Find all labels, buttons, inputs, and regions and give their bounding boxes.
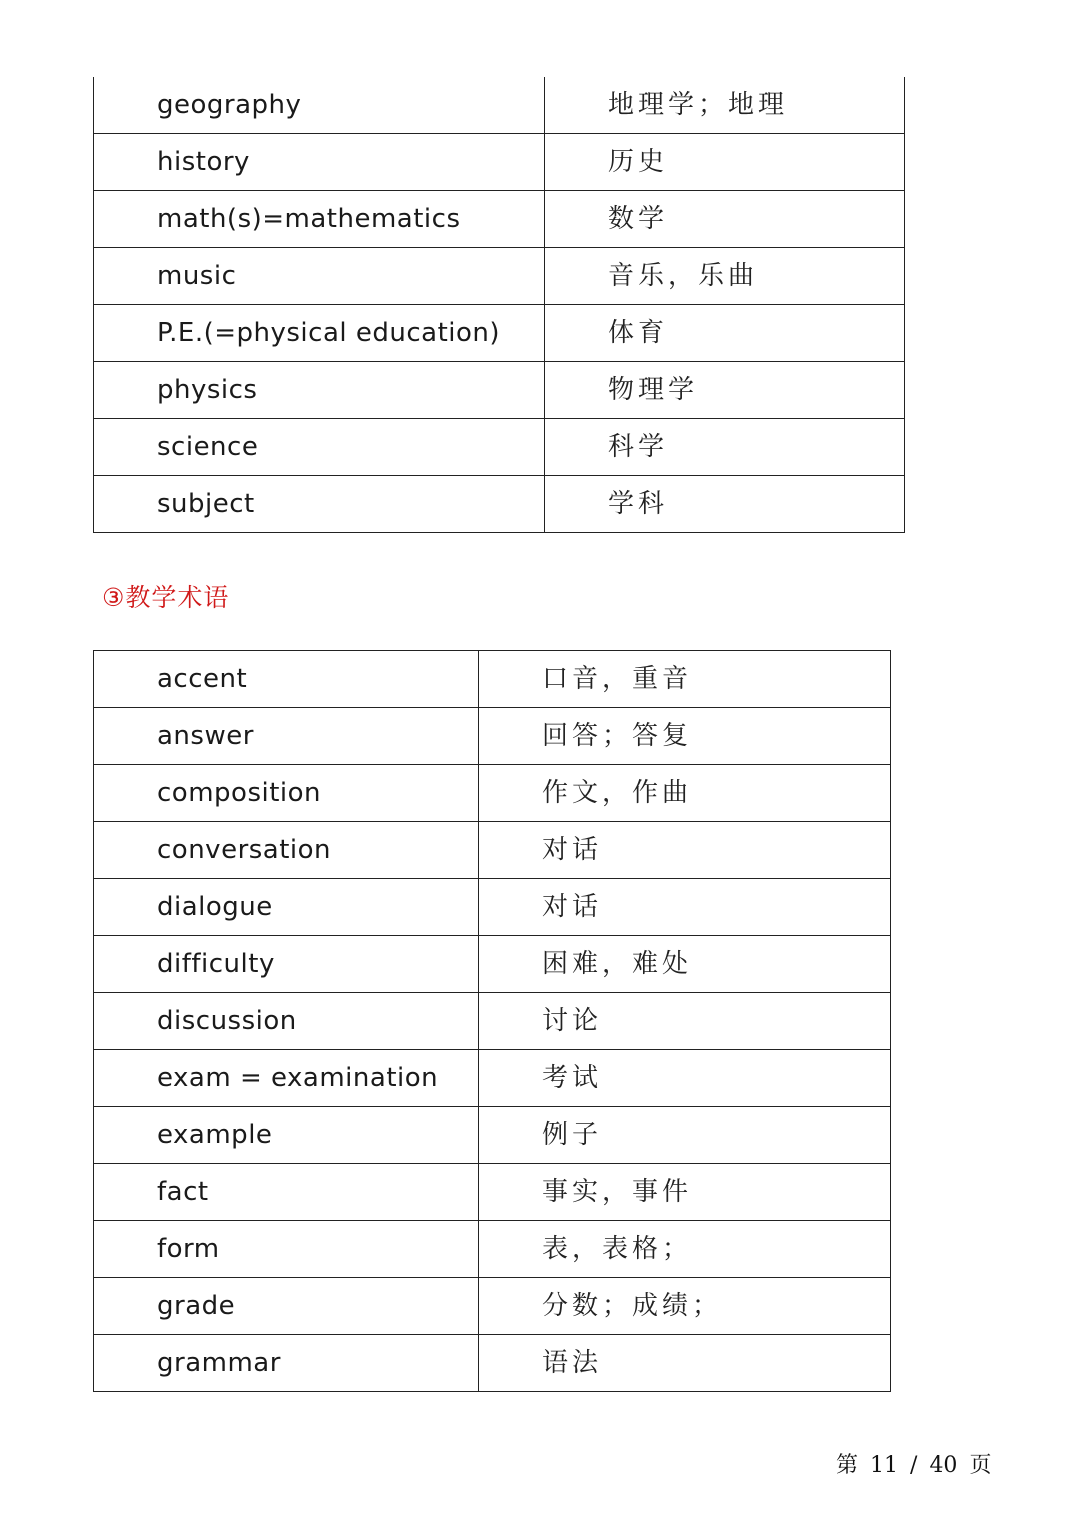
table-row xyxy=(94,77,905,134)
chinese-meaning: 困难，难处 xyxy=(479,936,891,993)
english-term: exam = examination xyxy=(94,1050,479,1107)
chinese-meaning: 音乐，乐曲 xyxy=(545,248,905,305)
page-separator: / xyxy=(910,1453,918,1478)
table-row xyxy=(94,248,905,305)
table-row xyxy=(94,708,891,765)
table-row xyxy=(94,476,905,533)
chinese-meaning: 口音，重音 xyxy=(479,651,891,708)
table-row xyxy=(94,1278,891,1335)
english-term: P.E.(=physical education) xyxy=(94,305,545,362)
english-term: physics xyxy=(94,362,545,419)
chinese-meaning: 地理学；地理 xyxy=(545,77,905,134)
subjects-vocab-table xyxy=(93,77,905,533)
table-row xyxy=(94,134,905,191)
chinese-meaning: 学科 xyxy=(545,476,905,533)
table-row xyxy=(94,1050,891,1107)
chinese-meaning: 语法 xyxy=(479,1335,891,1392)
table-row xyxy=(94,765,891,822)
chinese-meaning: 物理学 xyxy=(545,362,905,419)
chinese-meaning: 分数；成绩； xyxy=(479,1278,891,1335)
english-term: answer xyxy=(94,708,479,765)
english-term: form xyxy=(94,1221,479,1278)
chinese-meaning: 历史 xyxy=(545,134,905,191)
english-term: discussion xyxy=(94,993,479,1050)
section-heading: ③教学术语 xyxy=(102,583,230,612)
english-term: subject xyxy=(94,476,545,533)
page-prefix: 第 xyxy=(836,1453,859,1478)
chinese-meaning: 表，表格； xyxy=(479,1221,891,1278)
table-row xyxy=(94,936,891,993)
english-term: conversation xyxy=(94,822,479,879)
table-row xyxy=(94,419,905,476)
teaching-terms-vocab-table xyxy=(93,650,891,1392)
english-term: fact xyxy=(94,1164,479,1221)
table-row xyxy=(94,191,905,248)
chinese-meaning: 数学 xyxy=(545,191,905,248)
table-row xyxy=(94,1335,891,1392)
english-term: accent xyxy=(94,651,479,708)
table-row xyxy=(94,1221,891,1278)
total-pages: 40 xyxy=(929,1453,958,1478)
chinese-meaning: 讨论 xyxy=(479,993,891,1050)
chinese-meaning: 回答；答复 xyxy=(479,708,891,765)
table-row xyxy=(94,1107,891,1164)
chinese-meaning: 对话 xyxy=(479,822,891,879)
english-term: difficulty xyxy=(94,936,479,993)
chinese-meaning: 对话 xyxy=(479,879,891,936)
table-row xyxy=(94,651,891,708)
english-term: math(s)=mathematics xyxy=(94,191,545,248)
english-term: dialogue xyxy=(94,879,479,936)
table-row xyxy=(94,879,891,936)
chinese-meaning: 体育 xyxy=(545,305,905,362)
current-page: 11 xyxy=(870,1453,899,1478)
table-row xyxy=(94,993,891,1050)
english-term: grammar xyxy=(94,1335,479,1392)
english-term: history xyxy=(94,134,545,191)
english-term: geography xyxy=(94,77,545,134)
table-row xyxy=(94,822,891,879)
table-row xyxy=(94,1164,891,1221)
chinese-meaning: 科学 xyxy=(545,419,905,476)
english-term: science xyxy=(94,419,545,476)
english-term: example xyxy=(94,1107,479,1164)
table-row xyxy=(94,305,905,362)
chinese-meaning: 例子 xyxy=(479,1107,891,1164)
page-number xyxy=(836,1448,1003,1479)
english-term: music xyxy=(94,248,545,305)
chinese-meaning: 事实，事件 xyxy=(479,1164,891,1221)
chinese-meaning: 考试 xyxy=(479,1050,891,1107)
chinese-meaning: 作文，作曲 xyxy=(479,765,891,822)
english-term: grade xyxy=(94,1278,479,1335)
page-suffix: 页 xyxy=(969,1453,992,1478)
table-row xyxy=(94,362,905,419)
english-term: composition xyxy=(94,765,479,822)
